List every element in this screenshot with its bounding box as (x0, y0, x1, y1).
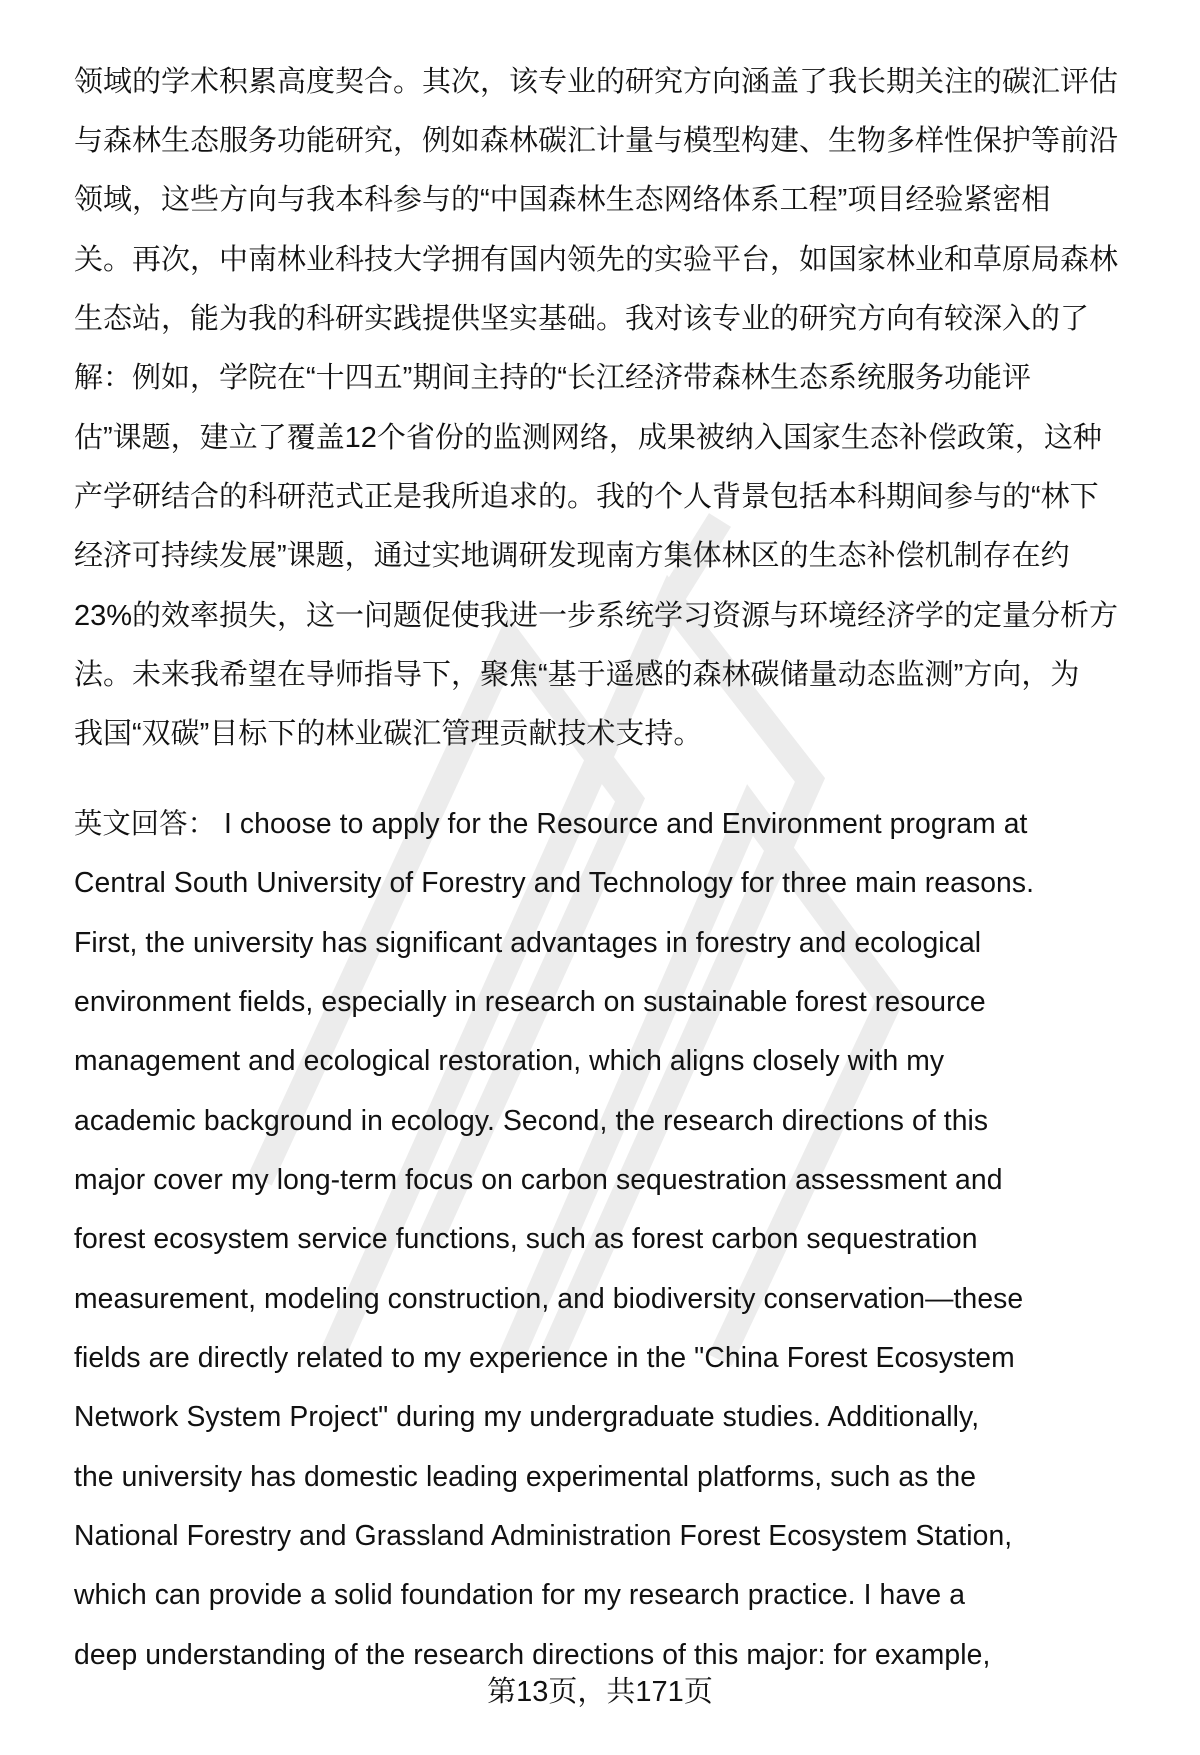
text-line: 我国“双碳”目标下的林业碳汇管理贡献技术支持。 (74, 718, 703, 750)
text-line: 生态站，能为我的科研实践提供坚实基础。我对该专业的研究方向有较深入的了 (74, 303, 1090, 335)
text-line: 产学研结合的科研范式正是我所追求的。我的个人背景包括本科期间参与的“林下 (74, 481, 1099, 513)
text-line: academic background in ecology. Second, the research directions of this (74, 1104, 989, 1136)
text-line: Network System Project" during my undergraduate studies. Additionally, (74, 1400, 980, 1432)
page-number-footer: 第13页，共171页 (487, 1676, 713, 1708)
text-line: 与森林生态服务功能研究，例如森林碳汇计量与模型构建、生物多样性保护等前沿 (74, 125, 1119, 157)
text-line: 法。未来我希望在导师指导下，聚焦“基于遥感的森林碳储量动态监测”方向，为 (74, 659, 1080, 691)
text-line: which can provide a solid foundation for my research practice. I have a (74, 1578, 966, 1610)
text-line: Central South University of Forestry and Technology for three main reasons. (74, 866, 1035, 898)
text-line: environment fields, especially in research on sustainable forest resource (74, 985, 986, 1017)
text-line: fields are directly related to my experience in the "China Forest Ecosystem (74, 1341, 1015, 1373)
text-line: 经济可持续发展”课题，通过实地调研发现南方集体林区的生态补偿机制存在约 (74, 540, 1070, 572)
text-line: First, the university has significant advantages in forestry and ecological (74, 926, 982, 958)
text-line: National Forestry and Grassland Administration Forest Ecosystem Station, (74, 1519, 1013, 1551)
text-line: 估”课题，建立了覆盖12个省份的监测网络，成果被纳入国家生态补偿政策，这种 (74, 422, 1102, 454)
text-line: management and ecological restoration, which aligns closely with my (74, 1044, 945, 1076)
text-line: the university has domestic leading experimental platforms, such as the (74, 1460, 977, 1492)
text-line: 关。再次，中南林业科技大学拥有国内领先的实验平台，如国家林业和草原局森林 (74, 244, 1119, 276)
text-line: forest ecosystem service functions, such as forest carbon sequestration (74, 1222, 978, 1254)
text-line: deep understanding of the research directions of this major: for example, (74, 1638, 991, 1670)
text-line: 解：例如，学院在“十四五”期间主持的“长江经济带森林生态系统服务功能评 (74, 362, 1031, 394)
text-line: 23%的效率损失，这一问题促使我进一步系统学习资源与环境经济学的定量分析方 (74, 600, 1119, 632)
text-line: 领域，这些方向与我本科参与的“中国森林生态网络体系工程”项目经验紧密相 (74, 184, 1051, 216)
text-line: 领域的学术积累高度契合。其次，该专业的研究方向涵盖了我长期关注的碳汇评估 (74, 66, 1119, 98)
text-line: major cover my long-term focus on carbon sequestration assessment and (74, 1163, 1003, 1195)
text-line: 英文回答： I choose to apply for the Resource and Environment program at (74, 807, 1028, 839)
text-line: measurement, modeling construction, and biodiversity conservation—these (74, 1282, 1024, 1314)
